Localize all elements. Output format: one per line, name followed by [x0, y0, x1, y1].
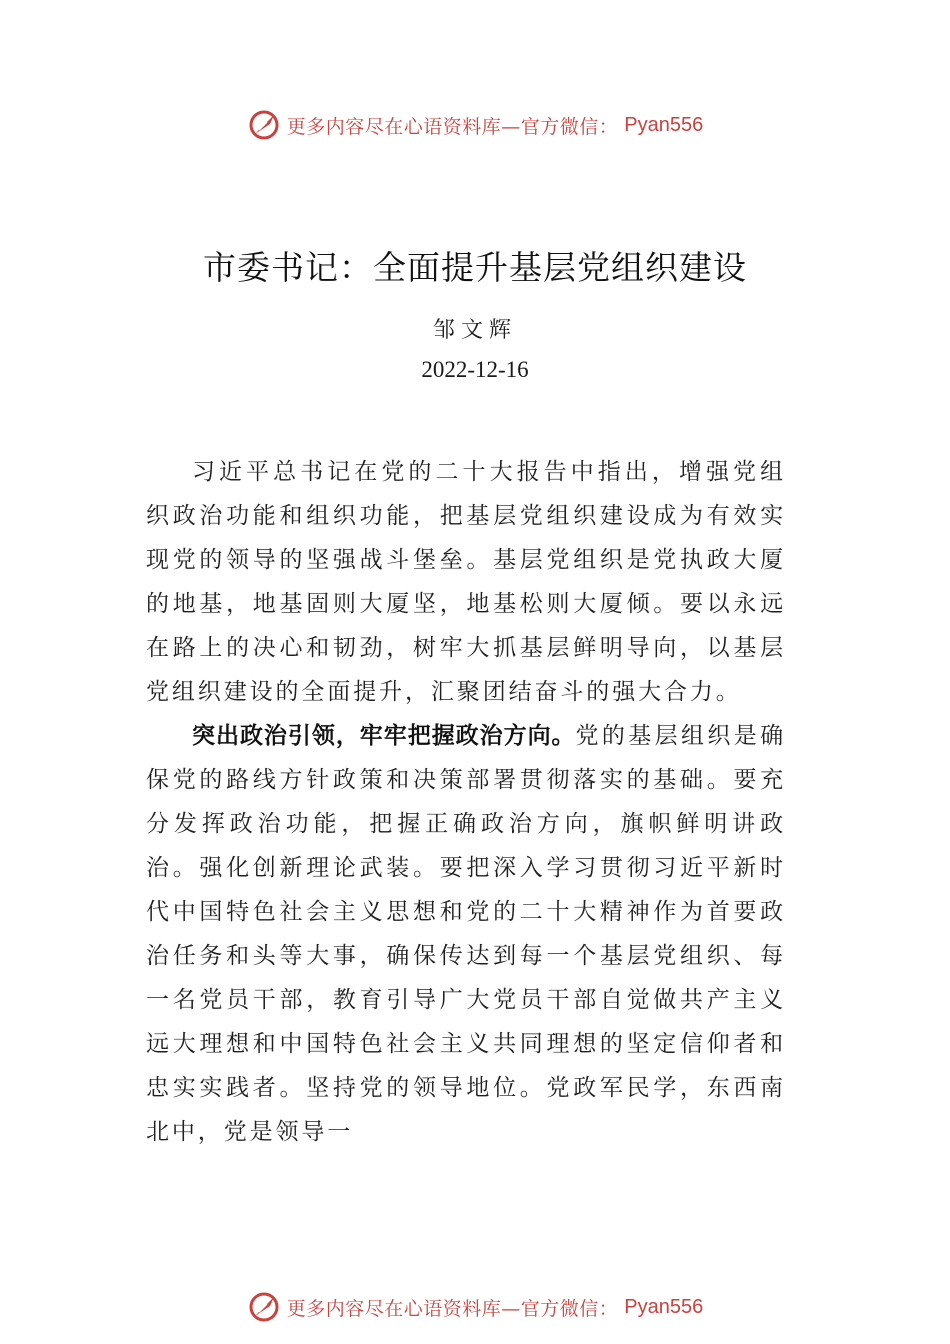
paragraph-text: 习近平总书记在党的二十大报告中指出，增强党组织政治功能和组织功能，把基层党组织建设成为有效实现党的领导的坚强战斗堡垒。基层党组织是党执政大厦的地基，地基固则大厦坚，地基松则大厦倾。要以永远在路上的决心和韧劲，树牢大抓基层鲜明导向，以基层党组织建设的全面提升，汇聚团结奋斗的强大合力。 — [146, 459, 786, 705]
publish-date: 2022-12-16 — [421, 357, 529, 382]
watermark-wechat-id: Pyan556 — [624, 1295, 704, 1318]
page-title: 市委书记：全面提升基层党组织建设 — [203, 248, 747, 287]
paragraph-lead: 突出政治引领，牢牢把握政治方向。 — [192, 723, 576, 749]
watermark-header — [0, 108, 950, 142]
watermark-text: 更多内容尽在心语资料库—官方微信： — [286, 1297, 619, 1320]
paragraph-text: 党的基层组织是确保党的路线方针政策和决策部署贯彻落实的基础。要充分发挥政治功能，把握正确政治方向，旗帜鲜明讲政治。强化创新理论武装。要把深入学习贯彻习近平新时代中国特色社会主义思想和党的二十大精神作为首要政治任务和头等大事，确保传达到每一个基层党组织、每一名党员干部，教育引导广大党员干部自觉做共产主义远大理想和中国特色社会主义共同理想的坚定信仰者和忠实实践者。坚持党的领导地位。党政军民学，东西南北中，党是领导一 — [146, 723, 787, 1145]
quill-logo-icon — [247, 1290, 281, 1324]
article-body — [146, 450, 786, 1154]
quill-logo-icon — [247, 108, 281, 142]
watermark-footer — [0, 1290, 950, 1324]
author: 邹文辉 — [432, 318, 517, 343]
paragraph — [146, 714, 786, 1154]
watermark-text: 更多内容尽在心语资料库—官方微信： — [286, 115, 619, 138]
paragraph — [146, 450, 786, 714]
watermark-wechat-id: Pyan556 — [624, 113, 704, 136]
